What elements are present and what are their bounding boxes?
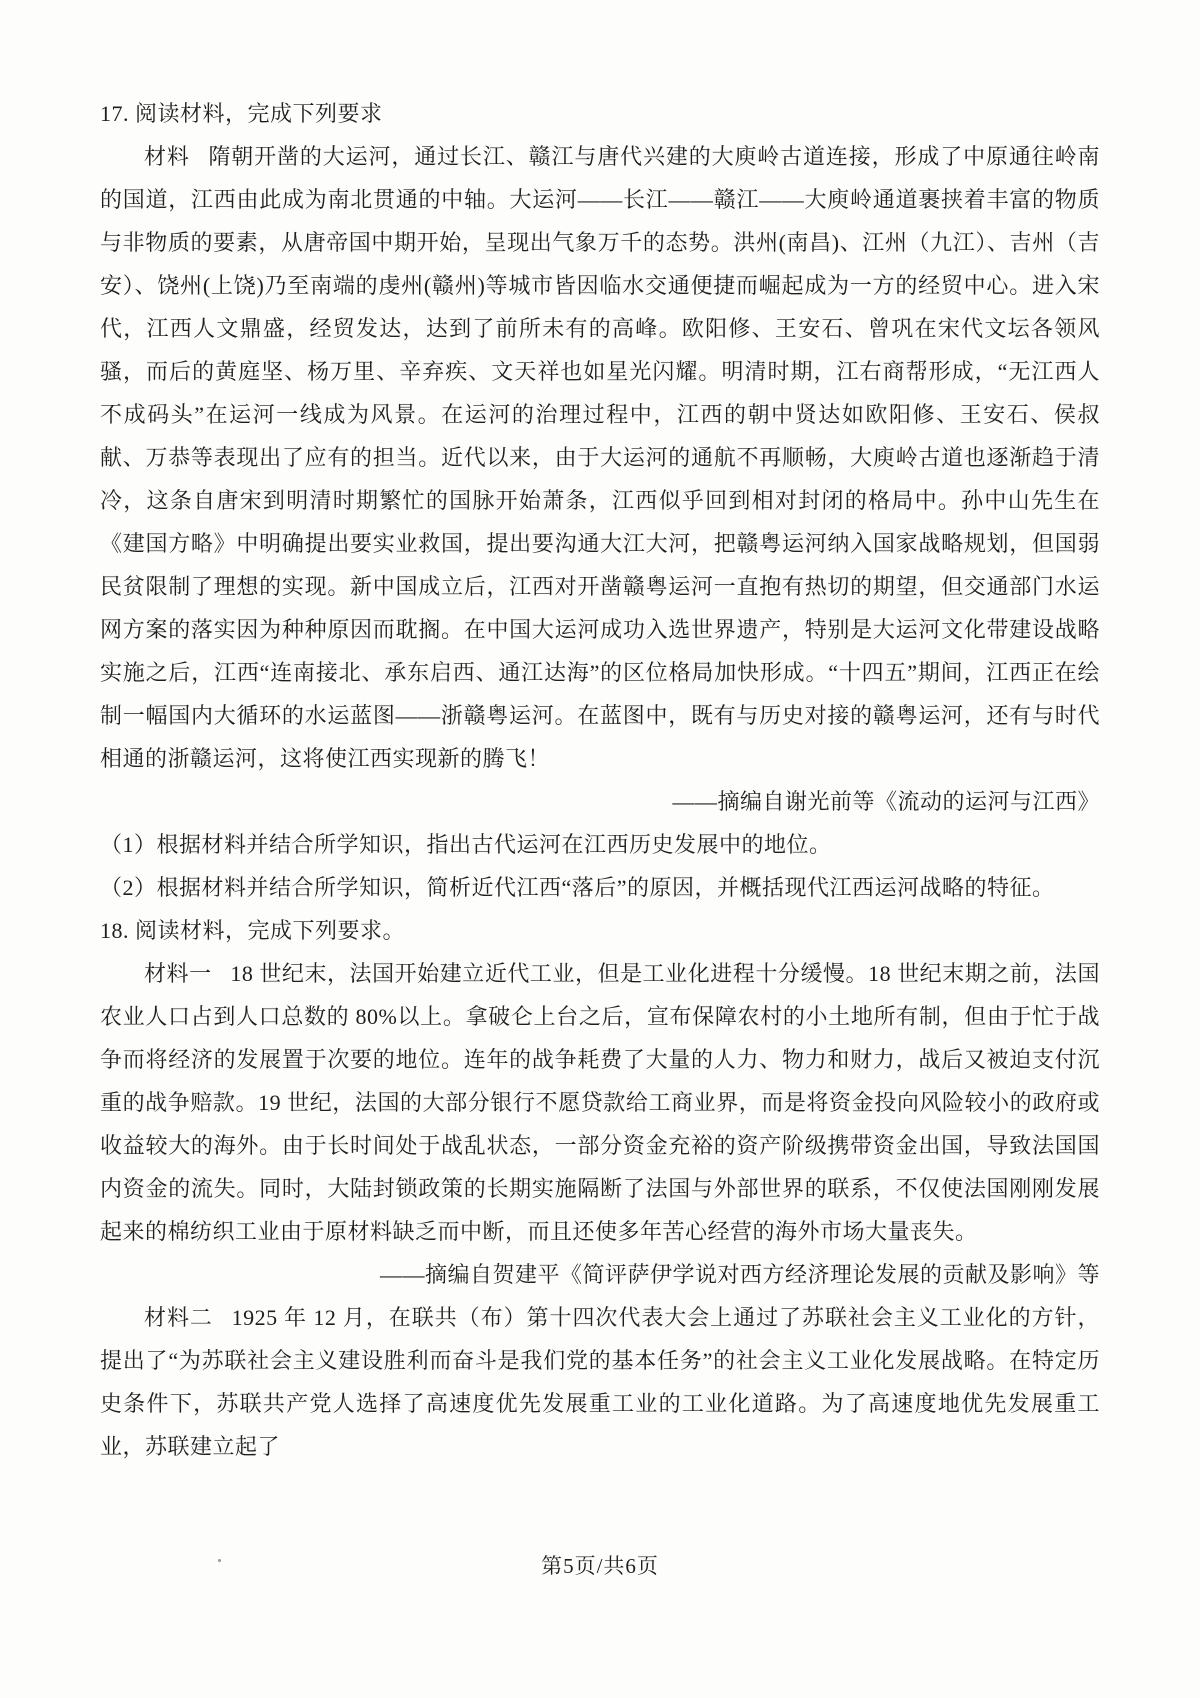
q18-material-2-label: 材料二	[144, 1305, 213, 1330]
q18-material-2	[100, 1296, 1100, 1468]
q18-material-1-text: 18 世纪末，法国开始建立近代工业，但是工业化进程十分缓慢。18 世纪末期之前，法国农业人口占到人口总数的 80%以上。拿破仑上台之后，宣布保障农村的小土地所有制，但由于忙于战争而将经济的发展置于次要的地位。连年的战争耗费了大量的人力、物力和财力，战后又被迫支付沉重的战争赔款。19 世纪，法国的大部分银行不愿贷款给工商业界，而是将资金投向风险较小的政府或收益较大的海外。由于长时间处于战乱状态，一部分资金充裕的资产阶级携带资金出国，导致法国国内资金的流失。同时，大陆封锁政策的长期实施隔断了法国与外部世界的联系，不仅使法国刚刚发展起来的棉纺织工业由于原材料缺乏而中断，而且还使多年苦心经营的海外市场大量丧失。	[100, 961, 1100, 1244]
question-18-header: 18. 阅读材料，完成下列要求。	[100, 918, 406, 943]
q17-source: ——摘编自谢光前等《流动的运河与江西》	[672, 789, 1100, 814]
q17-material	[100, 135, 1100, 780]
q17-subquestion-2: （2）根据材料并结合所学知识，简析近代江西“落后”的原因，并概括现代江西运河战略的特征。	[100, 875, 1055, 900]
q17-subquestion-1: （1）根据材料并结合所学知识，指出古代运河在江西历史发展中的地位。	[100, 832, 832, 857]
q18-source-1: ——摘编自贺建平《简评萨伊学说对西方经济理论发展的贡献及影响》等	[379, 1262, 1100, 1287]
q17-material-text: 隋朝开凿的大运河，通过长江、赣江与唐代兴建的大庾岭古道连接，形成了中原通往岭南的国道，江西由此成为南北贯通的中轴。大运河——长江——赣江——大庾岭通道裹挟着丰富的物质与非物质的要素，从唐帝国中期开始，呈现出气象万千的态势。洪州(南昌)、江州（九江）、吉州（吉安）、饶州(上饶)乃至南端的虔州(赣州)等城市皆因临水交通便捷而崛起成为一方的经贸中心。进入宋代，江西人文鼎盛，经贸发达，达到了前所未有的高峰。欧阳修、王安石、曾巩在宋代文坛各领风骚，而后的黄庭坚、杨万里、辛弃疾、文天祥也如星光闪耀。明清时期，江右商帮形成，“无江西人不成码头”在运河一线成为风景。在运河的治理过程中，江西的朝中贤达如欧阳修、王安石、侯叔献、万恭等表现出了应有的担当。近代以来，由于大运河的通航不再顺畅，大庾岭古道也逐渐趋于清冷，这条自唐宋到明清时期繁忙的国脉开始萧条，江西似乎回到相对封闭的格局中。孙中山先生在《建国方略》中明确提出要实业救国，提出要沟通大江大河，把赣粤运河纳入国家战略规划，但国弱民贫限制了理想的实现。新中国成立后，江西对开凿赣粤运河一直抱有热切的期望，但交通部门水运网方案的落实因为种种原因而耽搁。在中国大运河成功入选世界遗产，特别是大运河文化带建设战略实施之后，江西“连南接北、承东启西、通江达海”的区位格局加快形成。“十四五”期间，江西正在绘制一幅国内大循环的水运蓝图——浙赣粤运河。在蓝图中，既有与历史对接的赣粤运河，还有与时代相通的浙赣运河，这将使江西实现新的腾飞！	[100, 144, 1100, 771]
q18-material-1	[100, 952, 1100, 1253]
q18-material-2-text: 1925 年 12 月，在联共（布）第十四次代表大会上通过了苏联社会主义工业化的方针，提出了“为苏联社会主义建设胜利而奋斗是我们党的基本任务”的社会主义工业化发展战略。在特定历史条件下，苏联共产党人选择了高速度优先发展重工业的工业化道路。为了高速度地优先发展重工业，苏联建立起了	[100, 1305, 1100, 1459]
question-17-header: 17. 阅读材料，完成下列要求	[100, 101, 383, 126]
q17-material-label: 材料	[144, 144, 190, 169]
q18-material-1-label: 材料一	[144, 961, 212, 986]
page-footer: 第5页/共6页	[541, 1554, 659, 1578]
